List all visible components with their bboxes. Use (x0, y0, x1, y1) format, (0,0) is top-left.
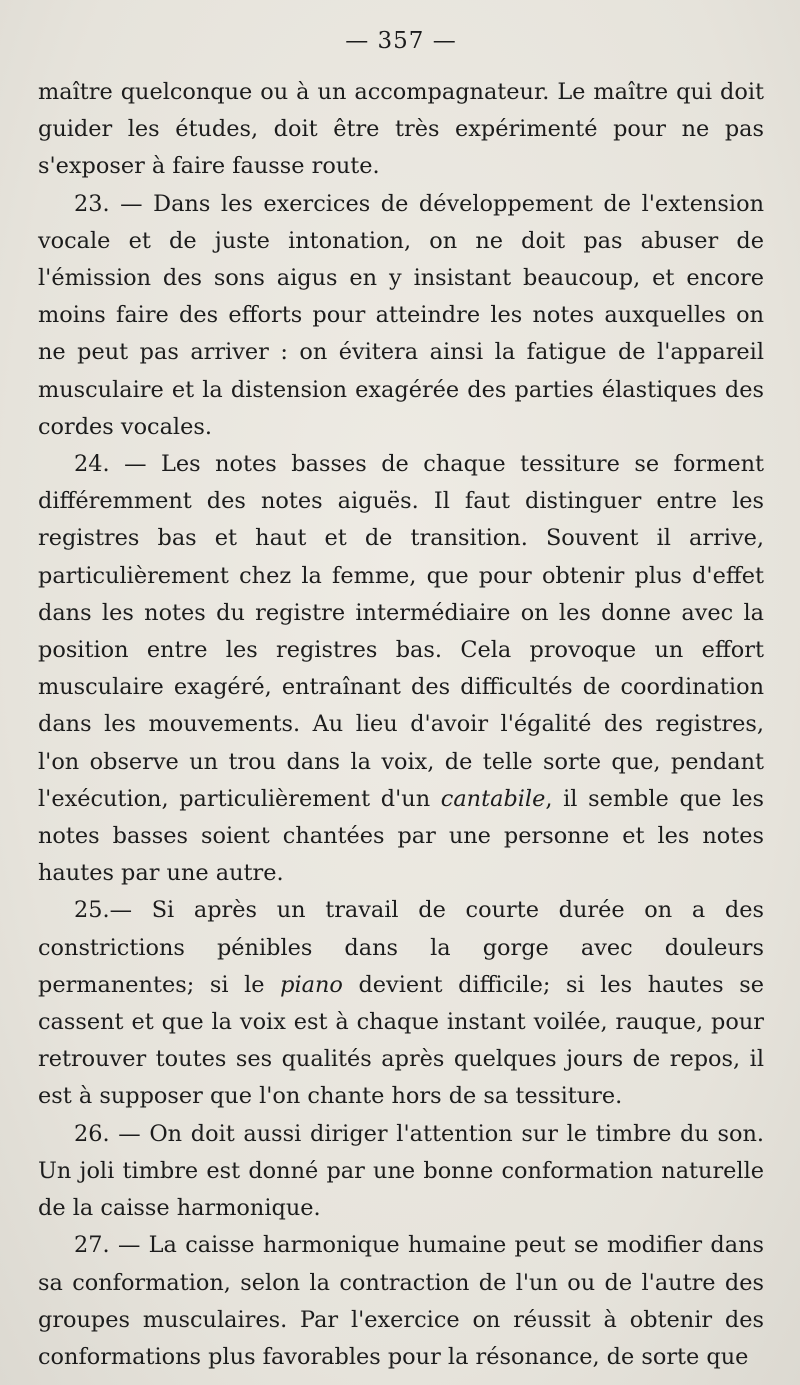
paragraph-text: 26. — On doit aussi diriger l'attention sur le timbre du son. Un joli timbre est donné par une bonne conformation naturelle de la caisse harmonique. (38, 1120, 764, 1222)
italic-term: piano (280, 971, 343, 998)
paragraph-text: , il semble que les notes basses soient chantées par une personne et les notes hautes par une autre. (38, 785, 764, 887)
paragraph-26 (38, 1116, 764, 1228)
paragraph-text: maître quelconque ou à un accompagnateur. Le maître qui doit guider les études, doit être très expérimenté pour ne pas s'exposer à faire fausse route. (38, 79, 764, 180)
page-body (38, 74, 764, 1376)
paragraph-text: 27. — La caisse harmonique humaine peut se modifier dans sa conformation, selon la contraction de l'un ou de l'autre des groupes musculaires. Par l'exercice on réussit à obtenir des conformations plus favorables pour la résonance, de sorte que (38, 1232, 764, 1370)
paragraph-continuation (38, 74, 764, 186)
paragraph-27 (38, 1227, 764, 1376)
paragraph-text: 23. — Dans les exercices de développement de l'extension vocale et de juste intonation, on ne doit pas abuser de l'émission des sons aigus en y insistant beaucoup, et encore moins faire des efforts pour atteindre les notes auxquelles on ne peut pas arriver : on évitera ainsi la fatigue de l'appareil musculaire et la distension exagérée des parties élastiques des cordes vocales. (38, 190, 764, 440)
paragraph-23 (38, 186, 764, 446)
page-number: — 357 — (345, 28, 457, 54)
paragraph-text: devient difficile; si les hautes se cassent et que la voix est à chaque instant voilée, rauque, pour retrouver toutes ses qualités après quelques jours de repos, il est à supposer que l'on chante hors de sa tessiture. (38, 971, 764, 1110)
paragraph-text: 24. — Les notes basses de chaque tessiture se forment différemment des notes aiguës. Il faut distinguer entre les registres bas et haut et de transition. Souvent il arrive, particulièrement chez la femme, que pour obtenir plus d'effet dans les notes du registre intermédiaire on les donne avec la position entre les registres bas. Cela provoque un effort musculaire exagéré, entraînant des difficultés de coordination dans les mouvements. Au lieu d'avoir l'égalité des registres, l'on observe un trou dans la voix, de telle sorte que, pendant l'exécution, particulièrement d'un (38, 451, 764, 812)
paragraph-24 (38, 446, 764, 892)
italic-term: cantabile (440, 785, 546, 812)
paragraph-text: 25.— Si après un travail de courte durée on a des constrictions pénibles dans la gorge avec douleurs permanentes; si le (38, 897, 764, 998)
paragraph-25 (38, 892, 764, 1115)
